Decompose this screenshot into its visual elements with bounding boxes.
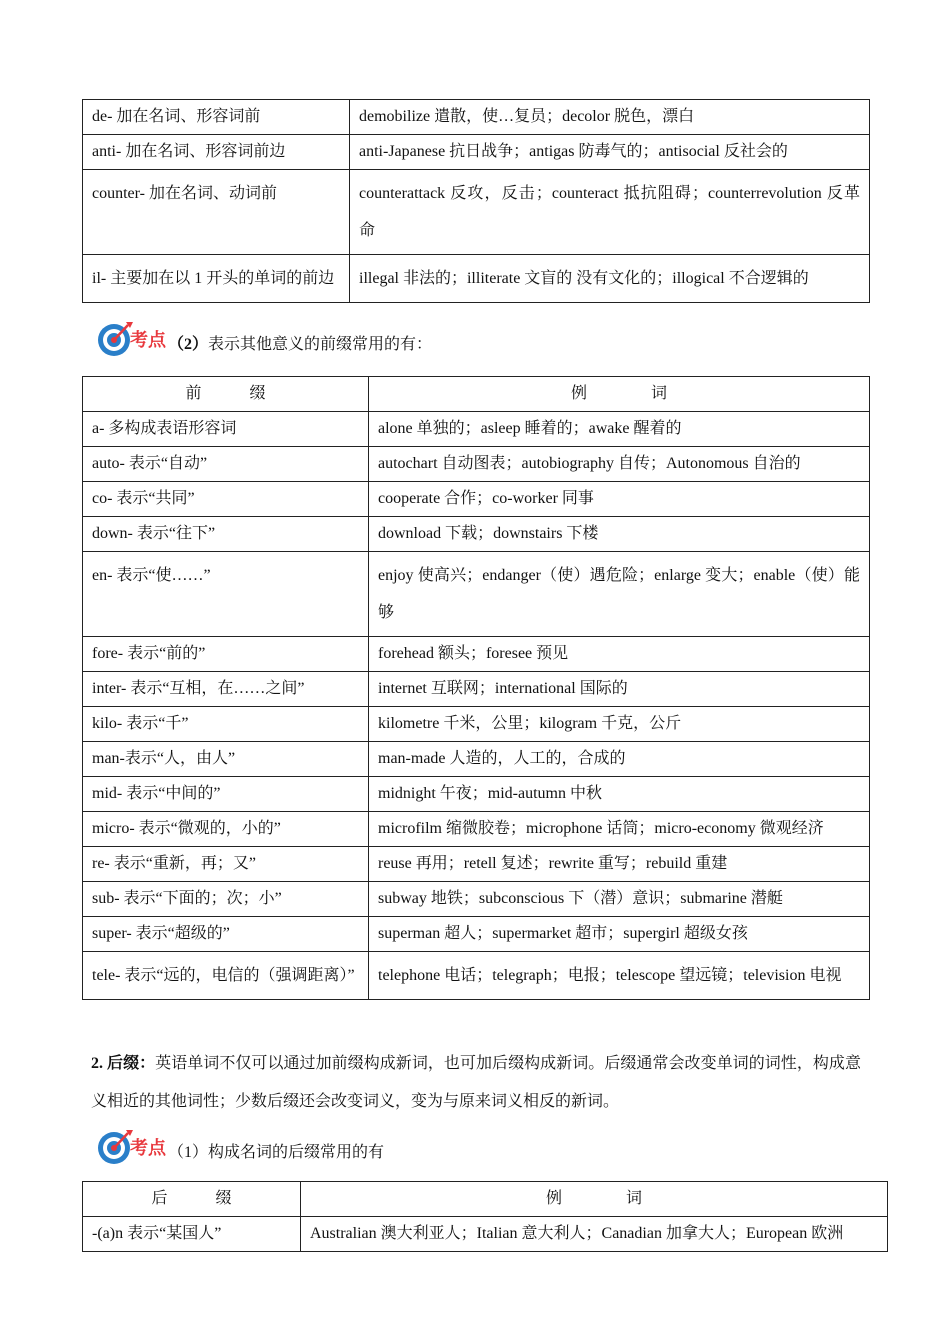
prefix-cell: kilo- 表示“千” [83,707,369,742]
table-row [83,952,870,1000]
kaodian-badge [96,320,168,358]
examples-cell: man-made 人造的，人工的，合成的 [369,742,870,777]
prefix-cell: inter- 表示“互相，在……之间” [83,672,369,707]
noun-suffix-table [82,1181,888,1252]
prefix-cell: sub- 表示“下面的；次；小” [83,882,369,917]
table-row [83,742,870,777]
examples-cell: telephone 电话；telegraph；电报；telescope 望远镜；television 电视 [369,952,870,1000]
prefix-cell: anti- 加在名词、形容词前边 [83,135,350,170]
table-row [83,707,870,742]
examples-cell: reuse 再用；retell 复述；rewrite 重写；rebuild 重建 [369,847,870,882]
examples-cell: internet 互联网；international 国际的 [369,672,870,707]
table-row [83,100,870,135]
table-row [83,135,870,170]
kaodian-badge [96,1128,168,1166]
prefix-cell: counter- 加在名词、动词前 [83,170,350,255]
examples-cell: autochart 自动图表；autobiography 自传；Autonomous 自治的 [369,447,870,482]
prefix-cell: tele- 表示“远的，电信的（强调距离）” [83,952,369,1000]
table-row [83,517,870,552]
other-prefix-table [82,376,870,1000]
suffix-cell: -(a)n 表示“某国人” [83,1217,301,1252]
table-header-row [83,377,870,412]
column-header-prefix: 前 缀 [83,377,369,412]
paragraph-text: 英语单词不仅可以通过加前缀构成新词，也可加后缀构成新词。后缀通常会改变单词的词性，构成意义相近的其他词性；少数后缀还会改变词义，变为与原来词义相反的新词。 [91,1055,861,1110]
examples-cell: enjoy 使高兴；endanger（使）遇危险；enlarge 变大；enable（使）能够 [369,552,870,637]
table-row [83,847,870,882]
section-title: 表示其他意义的前缀常用的有： [208,336,433,353]
prefix-cell: il- 主要加在以 1 开头的单词的前边 [83,255,350,303]
examples-cell: download 下载；downstairs 下楼 [369,517,870,552]
prefix-cell: re- 表示“重新，再；又” [83,847,369,882]
examples-cell: midnight 午夜；mid-autumn 中秋 [369,777,870,812]
prefix-cell: micro- 表示“微观的，小的” [83,812,369,847]
examples-cell: superman 超人；supermarket 超市；supergirl 超级女孩 [369,917,870,952]
table-row [83,882,870,917]
table-row [83,170,870,255]
section-heading-noun-suffixes [96,1128,384,1166]
table-row [83,777,870,812]
examples-cell: Australian 澳大利亚人；Italian 意大利人；Canadian 加拿大人；European 欧洲 [301,1217,888,1252]
table-row [83,637,870,672]
column-header-examples: 例 词 [369,377,870,412]
table-row [83,1217,888,1252]
kaodian-badge-label: 考点 [130,1138,166,1159]
paragraph-lead: 2. 后缀： [91,1055,156,1072]
examples-cell: microfilm 缩微胶卷；microphone 话筒；micro-economy 微观经济 [369,812,870,847]
examples-cell: counterattack 反攻，反击；counteract 抵抗阻碍；counterrevolution 反革命 [350,170,870,255]
prefix-cell: man-表示“人，由人” [83,742,369,777]
table-row [83,447,870,482]
prefix-cell: fore- 表示“前的” [83,637,369,672]
examples-cell: forehead 额头；foresee 预见 [369,637,870,672]
prefix-cell: down- 表示“往下” [83,517,369,552]
column-header-examples: 例 词 [301,1182,888,1217]
examples-cell: kilometre 千米，公里；kilogram 千克，公斤 [369,707,870,742]
section-heading-label: （1）构成名词的后缀常用的有 [168,1144,385,1161]
prefix-cell: en- 表示“使……” [83,552,369,637]
examples-cell: illegal 非法的；illiterate 文盲的 没有文化的；illogical 不合逻辑的 [350,255,870,303]
prefix-cell: auto- 表示“自动” [83,447,369,482]
prefix-table-continued [82,99,870,303]
examples-cell: alone 单独的；asleep 睡着的；awake 醒着的 [369,412,870,447]
table-row [83,482,870,517]
prefix-cell: co- 表示“共同” [83,482,369,517]
table-row [83,672,870,707]
column-header-suffix: 后 缀 [83,1182,301,1217]
examples-cell: demobilize 遣散，使…复员；decolor 脱色，漂白 [350,100,870,135]
prefix-cell: de- 加在名词、形容词前 [83,100,350,135]
section-heading-label [168,334,432,358]
section-number: （2） [168,336,209,353]
section-heading-other-prefixes [96,320,432,358]
table-row [83,812,870,847]
kaodian-badge-label: 考点 [130,330,166,351]
prefix-cell: a- 多构成表语形容词 [83,412,369,447]
table-row [83,917,870,952]
examples-cell: cooperate 合作；co-worker 同事 [369,482,870,517]
prefix-cell: super- 表示“超级的” [83,917,369,952]
table-header-row [83,1182,888,1217]
examples-cell: subway 地铁；subconscious 下（潜）意识；submarine 潜艇 [369,882,870,917]
examples-cell: anti-Japanese 抗日战争；antigas 防毒气的；antisocial 反社会的 [350,135,870,170]
table-row [83,255,870,303]
table-row [83,552,870,637]
prefix-cell: mid- 表示“中间的” [83,777,369,812]
table-row [83,412,870,447]
suffix-intro-paragraph [91,1045,861,1121]
